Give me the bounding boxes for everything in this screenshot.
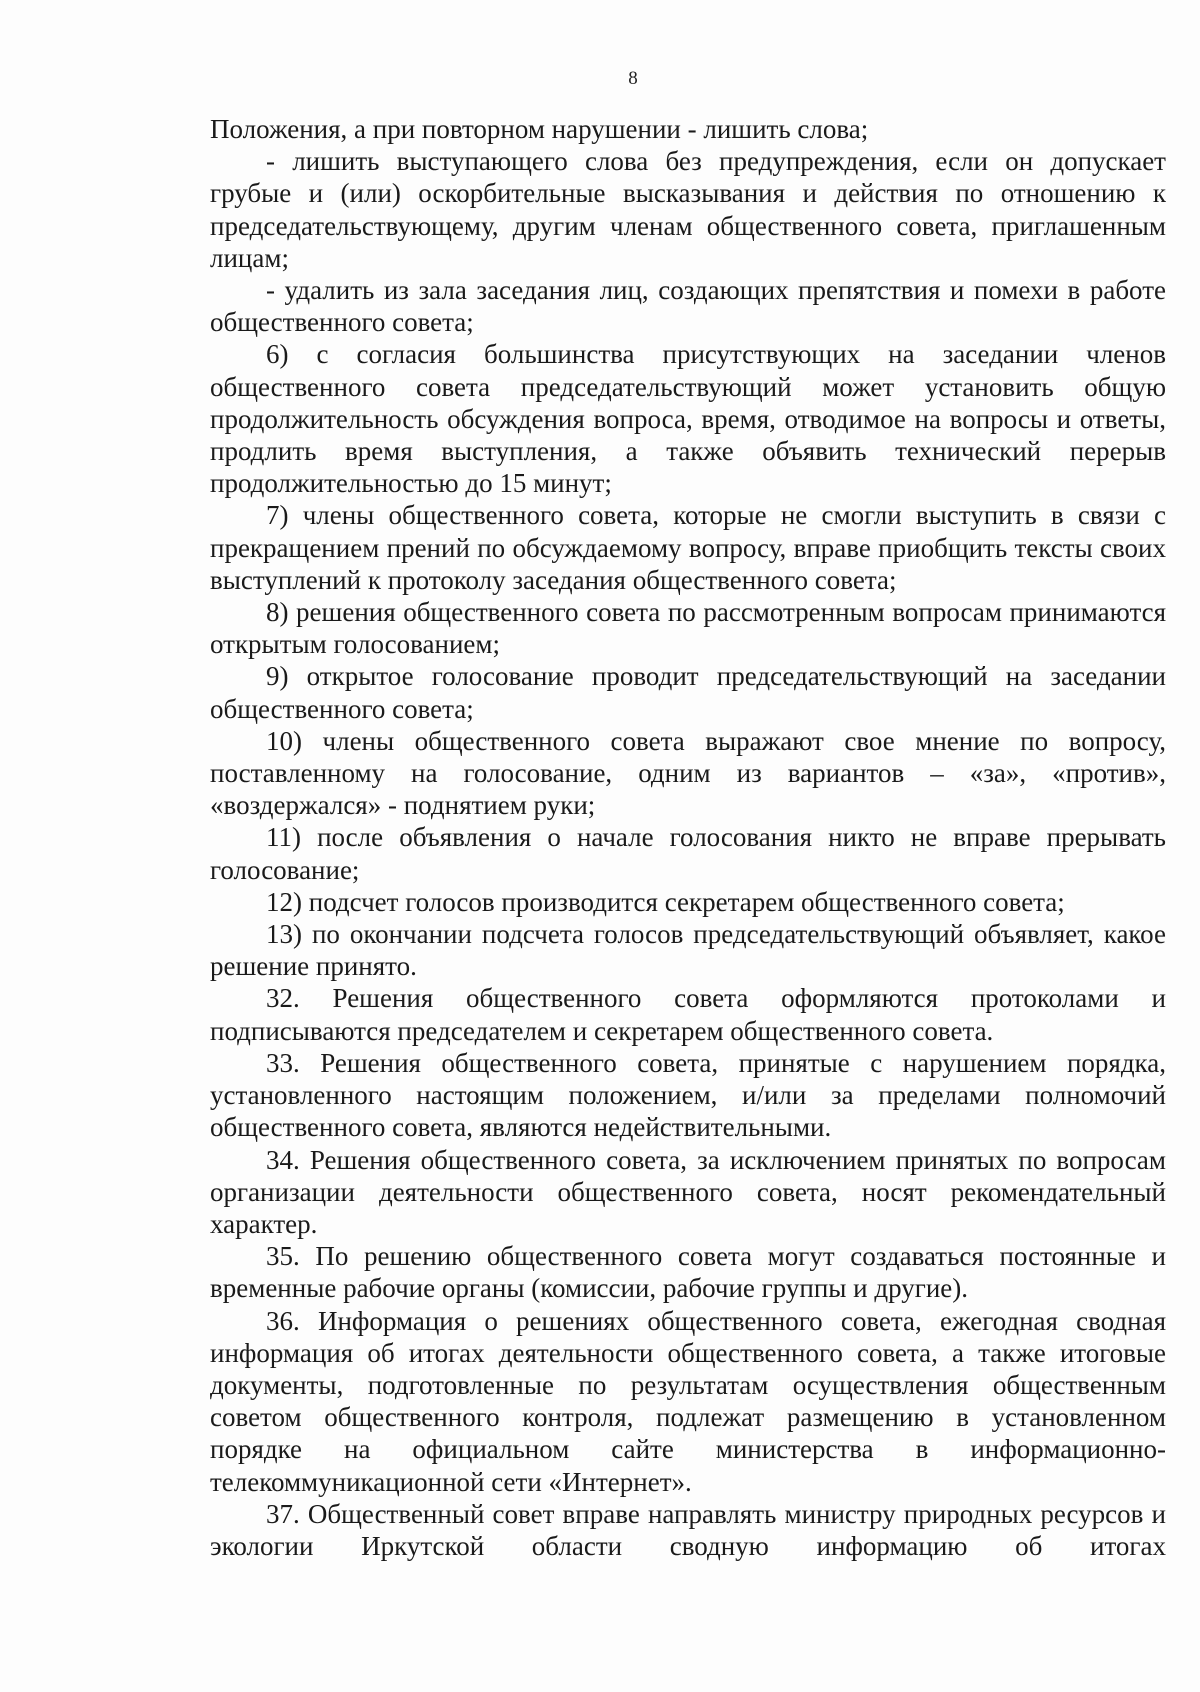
paragraph-section-36: 36. Информация о решениях общественного совета, ежегодная сводная информация об итогах деятельности общественного совета, а также итоговые документы, подготовленные по результатам осуществления общественным советом общественного контроля, подлежат размещению в установленном порядке на официальном сайте министерства в информационно-телекоммуникационной сети «Интернет». [210, 1305, 1166, 1497]
paragraph-item-8: 8) решения общественного совета по рассмотренным вопросам принимаются открытым голосованием; [210, 597, 1166, 660]
paragraph-item-11: 11) после объявления о начале голосования никто не вправе прерывать голосование; [210, 822, 1166, 885]
paragraph-item-10: 10) члены общественного совета выражают свое мнение по вопросу, поставленному на голосование, одним из вариантов – «за», «против», «воздержался» - поднятием руки; [210, 725, 1166, 821]
paragraph-continuation: Положения, а при повторном нарушении - лишить слова; [210, 114, 869, 144]
page-number: 8 [628, 68, 638, 89]
document-body [210, 113, 1166, 1562]
paragraph-section-37: 37. Общественный совет вправе направлять министру природных ресурсов и экологии Иркутской области сводную информацию об итогах [210, 1498, 1166, 1561]
paragraph-section-35: 35. По решению общественного совета могут создаваться постоянные и временные рабочие органы (комиссии, рабочие группы и другие). [210, 1241, 1166, 1304]
paragraph-item-6: 6) с согласия большинства присутствующих на заседании членов общественного совета председательствующий может установить общую продолжительность обсуждения вопроса, время, отводимое на вопросы и ответы, продлить время выступления, а также объявить технический перерыв продолжительностью до 15 минут; [210, 339, 1166, 499]
paragraph-deprive-speaker: - лишить выступающего слова без предупреждения, если он допускает грубые и (или) оскорбительные высказывания и действия по отношению к председательствующему, другим членам общественного совета, приглашенным лицам; [210, 146, 1166, 273]
paragraph-section-32: 32. Решения общественного совета оформляются протоколами и подписываются председателем и секретарем общественного совета. [210, 983, 1166, 1046]
paragraph-section-33: 33. Решения общественного совета, принятые с нарушением порядка, установленного настоящим положением, и/или за пределами полномочий общественного совета, являются недействительными. [210, 1047, 1166, 1143]
paragraph-section-34: 34. Решения общественного совета, за исключением принятых по вопросам организации деятельности общественного совета, носят рекомендательный характер. [210, 1144, 1166, 1239]
paragraph-item-12: 12) подсчет голосов производится секретарем общественного совета; [266, 886, 1065, 917]
paragraph-item-13: 13) по окончании подсчета голосов председательствующий объявляет, какое решение принято. [210, 919, 1166, 982]
paragraph-item-7: 7) члены общественного совета, которые не смогли выступить в связи с прекращением прений по обсуждаемому вопросу, вправе приобщить тексты своих выступлений к протоколу заседания общественного совета; [210, 500, 1166, 595]
paragraph-remove-persons: - удалить из зала заседания лиц, создающих препятствия и помехи в работе общественного совета; [210, 275, 1166, 338]
paragraph-item-9: 9) открытое голосование проводит председательствующий на заседании общественного совета; [210, 661, 1166, 724]
